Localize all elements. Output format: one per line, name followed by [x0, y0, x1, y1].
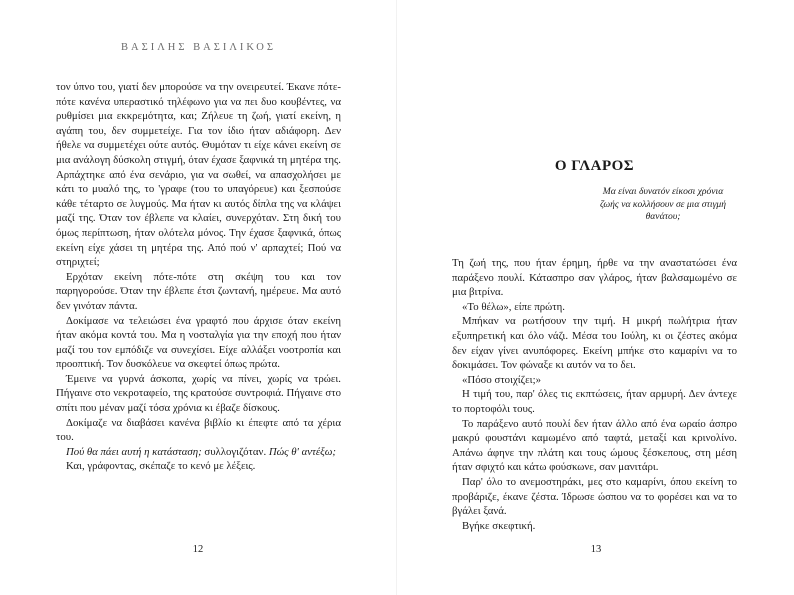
left-page-body [56, 80, 341, 474]
left-paragraph-6 [56, 445, 341, 460]
running-head: ΒΑΣΙΛΗΣ ΒΑΣΙΛΙΚΟΣ [121, 42, 276, 53]
right-paragraph-1: Τη ζωή της, που ήταν έρημη, ήρθε να την αναστατώσει ένα παράξενο πουλί. Κάτασπρο σαν γλάρος, ήταν βαλσαμωμένο σε μια βιτρίνα. [452, 257, 737, 299]
left-paragraph-1: τον ύπνο του, γιατί δεν μπορούσε να την ονειρευτεί. Έκανε πότε-πότε κανένα υπεραστικό τηλέφωνο για να πει δυο κουβέντες, να ρυθμίσει μια εκκρεμότητα, και; Ζήλευε τη ζωή, γιατί εκείνη, η αγάπη του, δεν συμμετείχε. Για τον ίδιο ήταν αδιάφορη. Δεν ήθελε να συμμετέχει ούτε αυτός. Θυμόταν τι είχε κάνει εκείνη σε μια ανάλογη δύσκολη στιγμή, όταν έχασε ξαφνικά τη μητέρα της. Αρπάχτηκε από ένα σενάριο, για να σωθεί, να απασχολήσει με κάτι το μυαλό της, το 'γραφε (του το υπαγόρευε) και ξεσπούσε κάθε τέταρτο σε λυγμούς. Μα ήταν κι αυτός δίπλα της να κλάψει μαζί της. Όταν τον έβλεπε να κλαίει, συνερχόταν. Στη δική του όμως περίπτωση, ήταν ολότελα μόνος. Την έχασε ξαφνικά, όπως εκείνη είχε χάσει τη μητέρα της. Από πού ν' αρπαχτεί; Πού να στηριχτεί; [56, 81, 341, 269]
epigraph [590, 186, 736, 224]
right-paragraph-2: «Το θέλω», είπε πρώτη. [462, 300, 565, 313]
left-paragraph-7: Και, γράφοντας, σκέπαζε το κενό με λέξεις. [66, 460, 256, 473]
epigraph-line-3: θανάτου; [645, 211, 681, 223]
left-paragraph-3: Δοκίμασε να τελειώσει ένα γραφτό που άρχισε όταν εκείνη ήταν ακόμα κοντά του. Μα η νοσταλγία για την εποχή που ήταν μαζί του τον εμπόδιζε να συνεχίσει. Είχε αλλάξει νοοτροπία και προοπτική. Τον δυσκόλευε να σκεφτεί όπως πρώτα. [56, 314, 341, 371]
italic-question-2: Πώς θ' αντέξω; [268, 445, 336, 458]
left-paragraph-2: Ερχόταν εκείνη πότε-πότε στη σκέψη του και τον παρηγορούσε. Όταν την έβλεπε έτσι ζωντανή, ημέρευε. Μα αυτό δεν γινόταν πάντα. [56, 270, 341, 312]
right-paragraph-3: Μπήκαν να ρωτήσουν την τιμή. Η μικρή πωλήτρια ήταν εξυπηρετική και όλο νάζι. Μέσα του Ιούλη, κι οι ζέστες ακόμα δεν είχαν γίνει ανυπόφορες. Εκείνη μπήκε στο καμαρίνι να το δοκιμάσει. Τον φώναξε κι αυτόν να το δει. [452, 315, 737, 372]
epigraph-line-2: ζωής να κολλήσουν σε μια στιγμή [600, 198, 726, 210]
chapter-title: Ο ΓΛΑΡΟΣ [554, 158, 635, 174]
right-paragraph-5: Η τιμή του, παρ' όλες τις εκπτώσεις, ήταν αρμυρή. Δεν άντεχε το πορτοφόλι τους. [452, 388, 737, 415]
left-paragraph-4: Έμεινε να γυρνά άσκοπα, χωρίς να πίνει, χωρίς να τρώει. Πήγαινε στο νεκροταφείο, της κρατούσε συντροφιά. Πήγαινε στο σπίτι που μέναν μαζί τόσα χρόνια κι έβαζε δίσκους. [56, 372, 341, 415]
right-paragraph-8: Βγήκε σκεφτική. [462, 519, 536, 532]
right-paragraph-6: Το παράξενο αυτό πουλί δεν ήταν άλλο από ένα ωραίο άσπρο μακρύ φουστάνι καμωμένο από ταφτά, μεταξί και κρινολίνο. Απάνω άφηνε την πλάτη και τους ώμους ξέσκεπους, στη μέση ήταν σφιχτό και κάτω φούσκωνε, σαν μανιτάρι. [452, 417, 737, 474]
page-number-left: 12 [192, 544, 204, 555]
right-paragraph-7: Παρ' όλο το ανεμοστηράκι, μες στο καμαρίνι, όπου εκείνη το προβάριζε, έκανε ζέστα. Ίδρωσε ώσπου να το φορέσει και να το βγάλει ξανά. [452, 475, 737, 518]
left-paragraph-5: Δοκίμαζε να διαβάσει κανένα βιβλίο κι έπεφτε από τα χέρια του. [56, 416, 341, 444]
paragraph-6-middle: συλλογιζόταν. [201, 445, 269, 458]
epigraph-line-1: Μα είναι δυνατόν είκοσι χρόνια [602, 186, 724, 197]
right-paragraph-4: «Πόσο στοιχίζει;» [462, 373, 541, 386]
italic-question-1: Πού θα πάει αυτή η κατάσταση; [66, 445, 202, 458]
right-page-body [452, 256, 737, 533]
page-number-right: 13 [590, 544, 602, 555]
